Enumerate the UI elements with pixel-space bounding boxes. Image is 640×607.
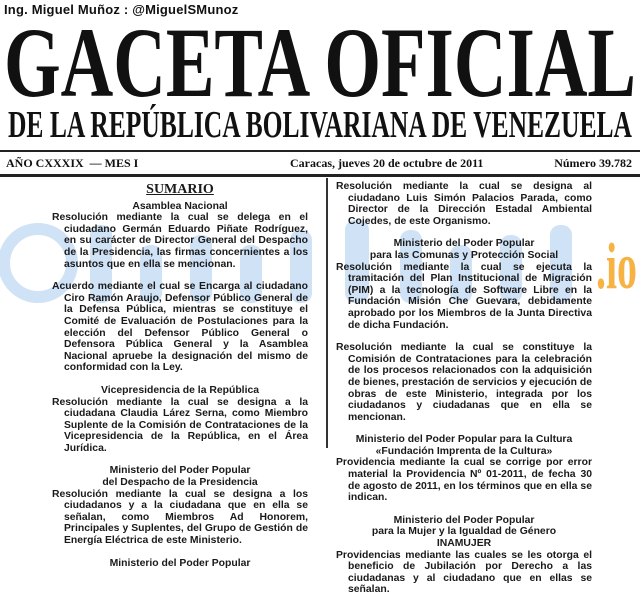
left-column [52,180,308,569]
column-divider [326,178,328,448]
section-heading: para las Comunas y Protección Social [369,249,559,261]
sumario-section [52,558,308,570]
section-heading: Ministerio del Poder Popular para la Cultura [355,434,573,446]
watermark-suffix-text: .io [596,230,637,294]
sumario-item: Resolución mediante la cual se designa a los ciudadanos y a la ciudadana que en ella se señalan, como Miembros Ad Honorem, Principales y Suplentes, del Grupo de Gestión de Energía Eléctrica de este Ministerio. [52,488,308,547]
sumario-section [52,201,308,374]
section-heading: del Despacho de la Presidencia [102,477,258,489]
masthead-subtitle [0,102,640,144]
sumario-section [336,181,592,227]
sumario-item: Acuerdo mediante el cual se Encarga al ciudadano Ciro Ramón Araujo, Defensor Público General de la Defensa Pública, mientras se constituye el Comité de Evaluación de Postulaciones para la elección del Defensor Público General o Defensora Pública General y la Asamblea Nacional apruebe la designación del mismo de conformidad con la Ley. [52,281,308,374]
dash: — [89,156,102,170]
month: MES I [104,156,139,170]
section-heading: Vicepresidencia de la República [100,384,260,396]
sumario-item: Resolución mediante la cual se designa al ciudadano Luis Simón Palacios Parada, como Director de la Dirección Estadal Ambiental Cojedes, de este Organismo. [336,181,592,227]
sumario-heading: SUMARIO [146,182,214,197]
issue-year [6,156,138,171]
sumario-item: Resolución mediante la cual se ejecuta la tramitación del Plan Institucional de Migración (PIM) a la tecnología de Software Libre en la Fundación Misión Che Guevara, debidamente aprobado por los Miembros de la Junta Directiva de dicha Fundación. [336,261,592,331]
divider [0,150,640,152]
section-heading: para la Mujer y la Igualdad de Género [371,526,557,538]
author-credit: Ing. Miguel Muñoz : @MiguelSMunoz [4,2,239,17]
issue-number: Número 39.782 [554,156,632,170]
section-heading: Ministerio del Poder Popular [109,557,251,569]
section-heading: Asamblea Nacional [132,200,228,212]
section-heading: Ministerio del Poder Popular [393,238,535,250]
masthead-title [0,14,640,100]
sumario-section [336,238,592,423]
sumario-section [336,515,592,596]
right-column [336,181,592,607]
sumario-section [52,385,308,455]
masthead-title-text: GACETA OFICIAL [4,14,636,100]
watermark-suffix [595,222,639,294]
sumario-item: Resolución mediante la cual se designa a la ciudadana Claudia Lárez Serna, como Miembro Suplente de la Comisión de Contrataciones de la Vicepresidencia de la República, en el Área Jurídica. [52,396,308,454]
section-heading: Ministerio del Poder Popular [393,514,535,526]
section-heading: INAMUJER [436,538,492,550]
sumario-section [52,465,308,546]
section-heading: Ministerio del Poder Popular [109,465,251,477]
sumario-section [336,434,592,504]
issue-date: Caracas, jueves 20 de octubre de 2011 [290,156,484,170]
divider [0,174,640,177]
sumario-item: Resolución mediante la cual se delega en el ciudadano Germán Eduardo Piñate Rodríguez, en su carácter de Director General del Despacho de la Presidencia, las firmas concernientes a los asuntos que en ella se mencionan. [52,212,308,270]
sumario-item: Providencias mediante las cuales se les otorga el beneficio de Jubilación por Derecho a las ciudadanas y al ciudadano que en ellas se señalan. [336,549,592,596]
section-heading: «Fundación Imprenta de la Cultura» [375,445,553,457]
sumario-item: Providencia mediante la cual se corrige por error material la Providencia Nº 01-2011, de fecha 30 de agosto de 2011, en los términos que en ella se indican. [336,457,592,504]
year: AÑO CXXXIX [6,156,84,170]
sumario-item: Resolución mediante la cual se constituye la Comisión de Contrataciones para la celebración de los procesos relacionados con la adquisición de bienes, prestación de servicios y ejecución de obras de este Ministerio, integrada por los ciudadanos y ciudadanas que en ella se mencionan. [336,342,592,423]
masthead-subtitle-text: DE LA REPÚBLICA BOLIVARIANA DE VENEZUELA [8,104,633,144]
